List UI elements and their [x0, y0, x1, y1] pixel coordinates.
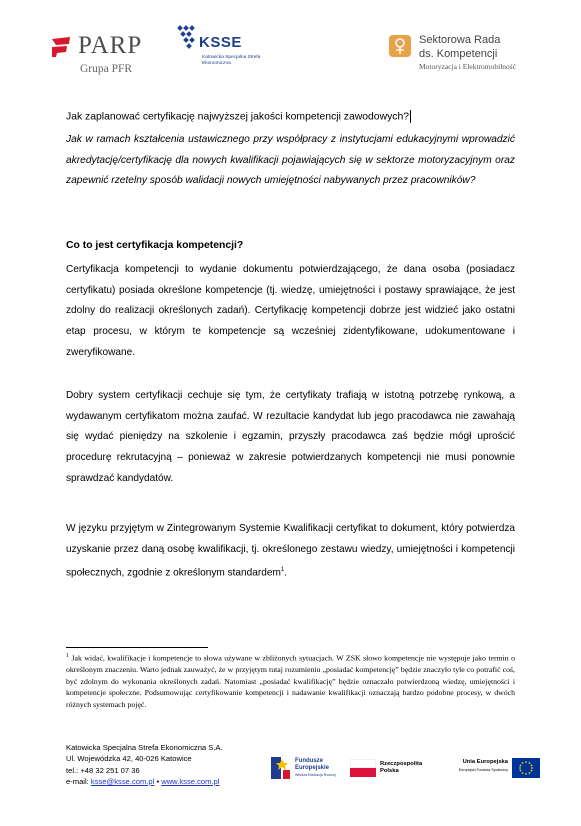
srk-subtitle: Motoryzacja i Elektromobilność — [419, 62, 517, 71]
rzeczpospolita-logo — [350, 756, 423, 782]
footer-contact — [66, 776, 223, 787]
text-cursor — [410, 110, 411, 123]
footer-street: Ul. Wojewódzka 42, 40-026 Katowice — [66, 754, 192, 764]
paragraph-3-text: W języku przyjętym w Zintegrowanym Systemie Kwalifikacji certyfikat to dokument, który potwierdza uzyskanie przez daną osobę kwalifikacji, tj. określonego zestawu wiedzy, umiejętności i kompetencji społecznych, zgodnie z określonym standardem — [66, 523, 515, 579]
section-heading: Co to jest certyfikacja kompetencji? — [66, 240, 244, 251]
letterhead — [0, 0, 581, 90]
email-label: e-mail: — [66, 776, 91, 786]
link-separator: • — [154, 776, 162, 786]
fe-subtitle: Wiedza Edukacja Rozwój — [295, 773, 336, 777]
srk-title-line1: Sektorowa Rada — [419, 34, 501, 46]
rp-text: Rzeczpospolita Polska — [380, 761, 423, 774]
parp-subtitle: Grupa PFR — [80, 63, 133, 75]
ksse-subtitle: Katowicka Specjalna Strefa Ekonomiczna — [202, 55, 261, 66]
ue-title: Unia Europejska — [462, 759, 508, 765]
document-title-text: Jak zaplanować certyfikację najwyższej jakości kompetencji zawodowych? — [66, 111, 410, 123]
footnote — [66, 651, 515, 711]
srk-title-line2: ds. Kompetencji — [419, 48, 498, 60]
srk-title — [419, 33, 500, 61]
srk-tree-icon — [389, 35, 411, 57]
document-title — [66, 110, 411, 123]
parp-wordmark: PARP — [78, 32, 143, 59]
intro-question: Jak w ramach kształcenia ustawicznego przy współpracy z instytucjami edukacyjnymi wprowadzić akredytację/certyfikację dla nowych kwalifikacji pojawiających się w sektorze motoryzacyjnym oraz zapewnić rzetelny sposób walidacji nowych umiejętności nabywanych przez pracowników? — [66, 134, 515, 187]
unia-europejska-logo — [450, 756, 540, 782]
paragraph-1: Certyfikacja kompetencji to wydanie dokumentu potwierdzającego, że dana osoba (posiadacz certyfikatu) posiada określone kompetencje (tj. wiedzę, umiejętności i postawy sprawiające, że jest zdolny do realizacji określonych zadań). Certyfikację kompetencji dobrze jest widzieć jako ostatni etap procesu, w którym te kompetencje są wcześniej zidentyfikowane, udokumentowane i zweryfikowane. — [66, 264, 515, 358]
parp-emblem-icon — [50, 36, 72, 58]
fe-star-icon — [270, 756, 292, 780]
email-link[interactable]: ksse@ksse.com.pl — [90, 776, 155, 786]
footnote-ref[interactable]: 1 — [280, 567, 285, 574]
footnote-number: 1 — [66, 653, 69, 659]
footer-phone: tel.: +48 32 251 07 36 — [66, 765, 140, 775]
footer-address — [66, 742, 223, 787]
footnote-separator — [66, 647, 208, 648]
fe-title: Fundusze Europejskie — [295, 758, 330, 771]
footnote-text: Jak widać, kwalifikacje i kompetencje to słowa używane w zbliżonych sytuacjach. W ZSK słowo kompetencje nie występuje jako termin o określonym znaczeniu. Warto jednak zauważyć, że w przyjętym tutaj rozumieniu „posiadać kompetencję” będzie znaczyło tyle co potrafić coś, być zdolnym do wykonania określonych zadań. Natomiast „posiadać kwalifikację” będzie oznaczało potwierdzoną wiedzę, umiejętności i kompetencje społeczne. Podsumowując certyfikowanie kompetencji i nadawanie kwalifikacji oznaczają bardzo podobne procesy, w dwóch różnych systemach pojęć. — [66, 653, 516, 709]
ue-subtitle: Europejski Fundusz Społeczny — [458, 768, 508, 772]
paragraph-2: Dobry system certyfikacji cechuje się tym, że certyfikaty trafiają w istotną potrzebę rynkową, a wydawanym certyfikatom można zaufać. W rezultacie kandydat lub jego pracodawca nie zawahają się wydać pieniędzy na szkolenie i egzamin, przyszły pracodawca zaś będzie mógł uprościć procedurę rekrutacyjną – ponieważ w zakresie potwierdzanych kompetencji nie musi ponownie sprawdzać kandydatów. — [66, 390, 515, 484]
footer-org: Katowicka Specjalna Strefa Ekonomiczna S.A. — [66, 743, 223, 752]
ksse-wordmark: KSSE — [199, 34, 242, 51]
paragraph-3: W języku przyjętym w Zintegrowanym Systemie Kwalifikacji certyfikat to dokument, który potwierdza uzyskanie przez daną osobę kwalifikacji, tj. określonego zestawu wiedzy, umiejętności i kompetencji społecznych, zgodnie z określonym standardem$^1$. — [66, 523, 515, 579]
eu-flag-icon — [512, 758, 540, 778]
website-link[interactable]: www.ksse.com.pl — [161, 776, 220, 786]
polish-flag-icon — [350, 759, 376, 777]
fundusze-europejskie-logo — [270, 756, 350, 782]
